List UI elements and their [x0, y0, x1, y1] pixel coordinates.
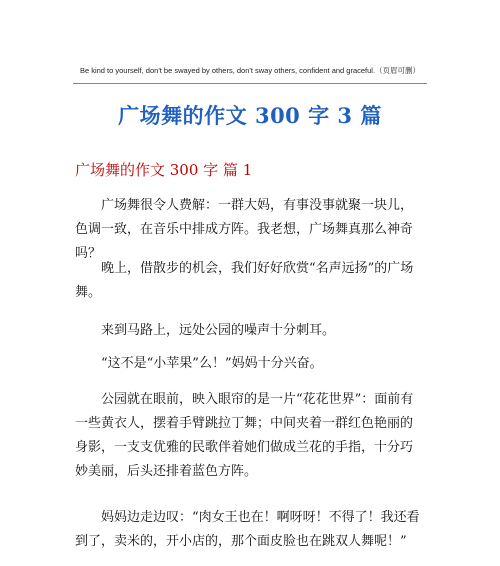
paragraph-3: 来到马路上，远处公园的噪声十分刺耳。 [101, 323, 336, 338]
paragraph-5: 公园就在眼前，映入眼帘的是一片“花花世界”：面前有一些黄衣人，摆着手臂跳拉丁舞；中间夹着一群红色艳丽的身影，一支支优雅的民歌伴着她们做成兰花的手指，十分巧妙美丽，后头还排着蓝色方阵。 [75, 392, 414, 479]
paragraph-1: 广场舞很令人费解：一群大妈，有事没事就聚一块儿，色调一致，在音乐中排成方阵。我老想，广场舞真那么神奇吗？ [75, 198, 414, 261]
paragraph-4: “这不是“小苹果”么！”妈妈十分兴奋。 [101, 356, 323, 371]
header-divider [73, 83, 427, 84]
section-title: 广场舞的作文 300 字 篇 1 [75, 161, 253, 179]
document-title: 广场舞的作文 300 字 3 篇 [118, 103, 382, 128]
page-header-tagline: Be kind to yourself, don't be swayed by others, don't sway others, confident and graceful.（页眉可删） [79, 66, 421, 75]
paragraph-6: 妈妈边走边叹：“肉女王也在！啊呀呀！不得了！我还看到了，卖米的，开小店的，那个面皮脸也在跳双人舞呢！” [75, 510, 420, 549]
paragraph-2: 晚上，借散步的机会，我们好好欣赏“名声远扬”的广场舞。 [75, 261, 414, 300]
